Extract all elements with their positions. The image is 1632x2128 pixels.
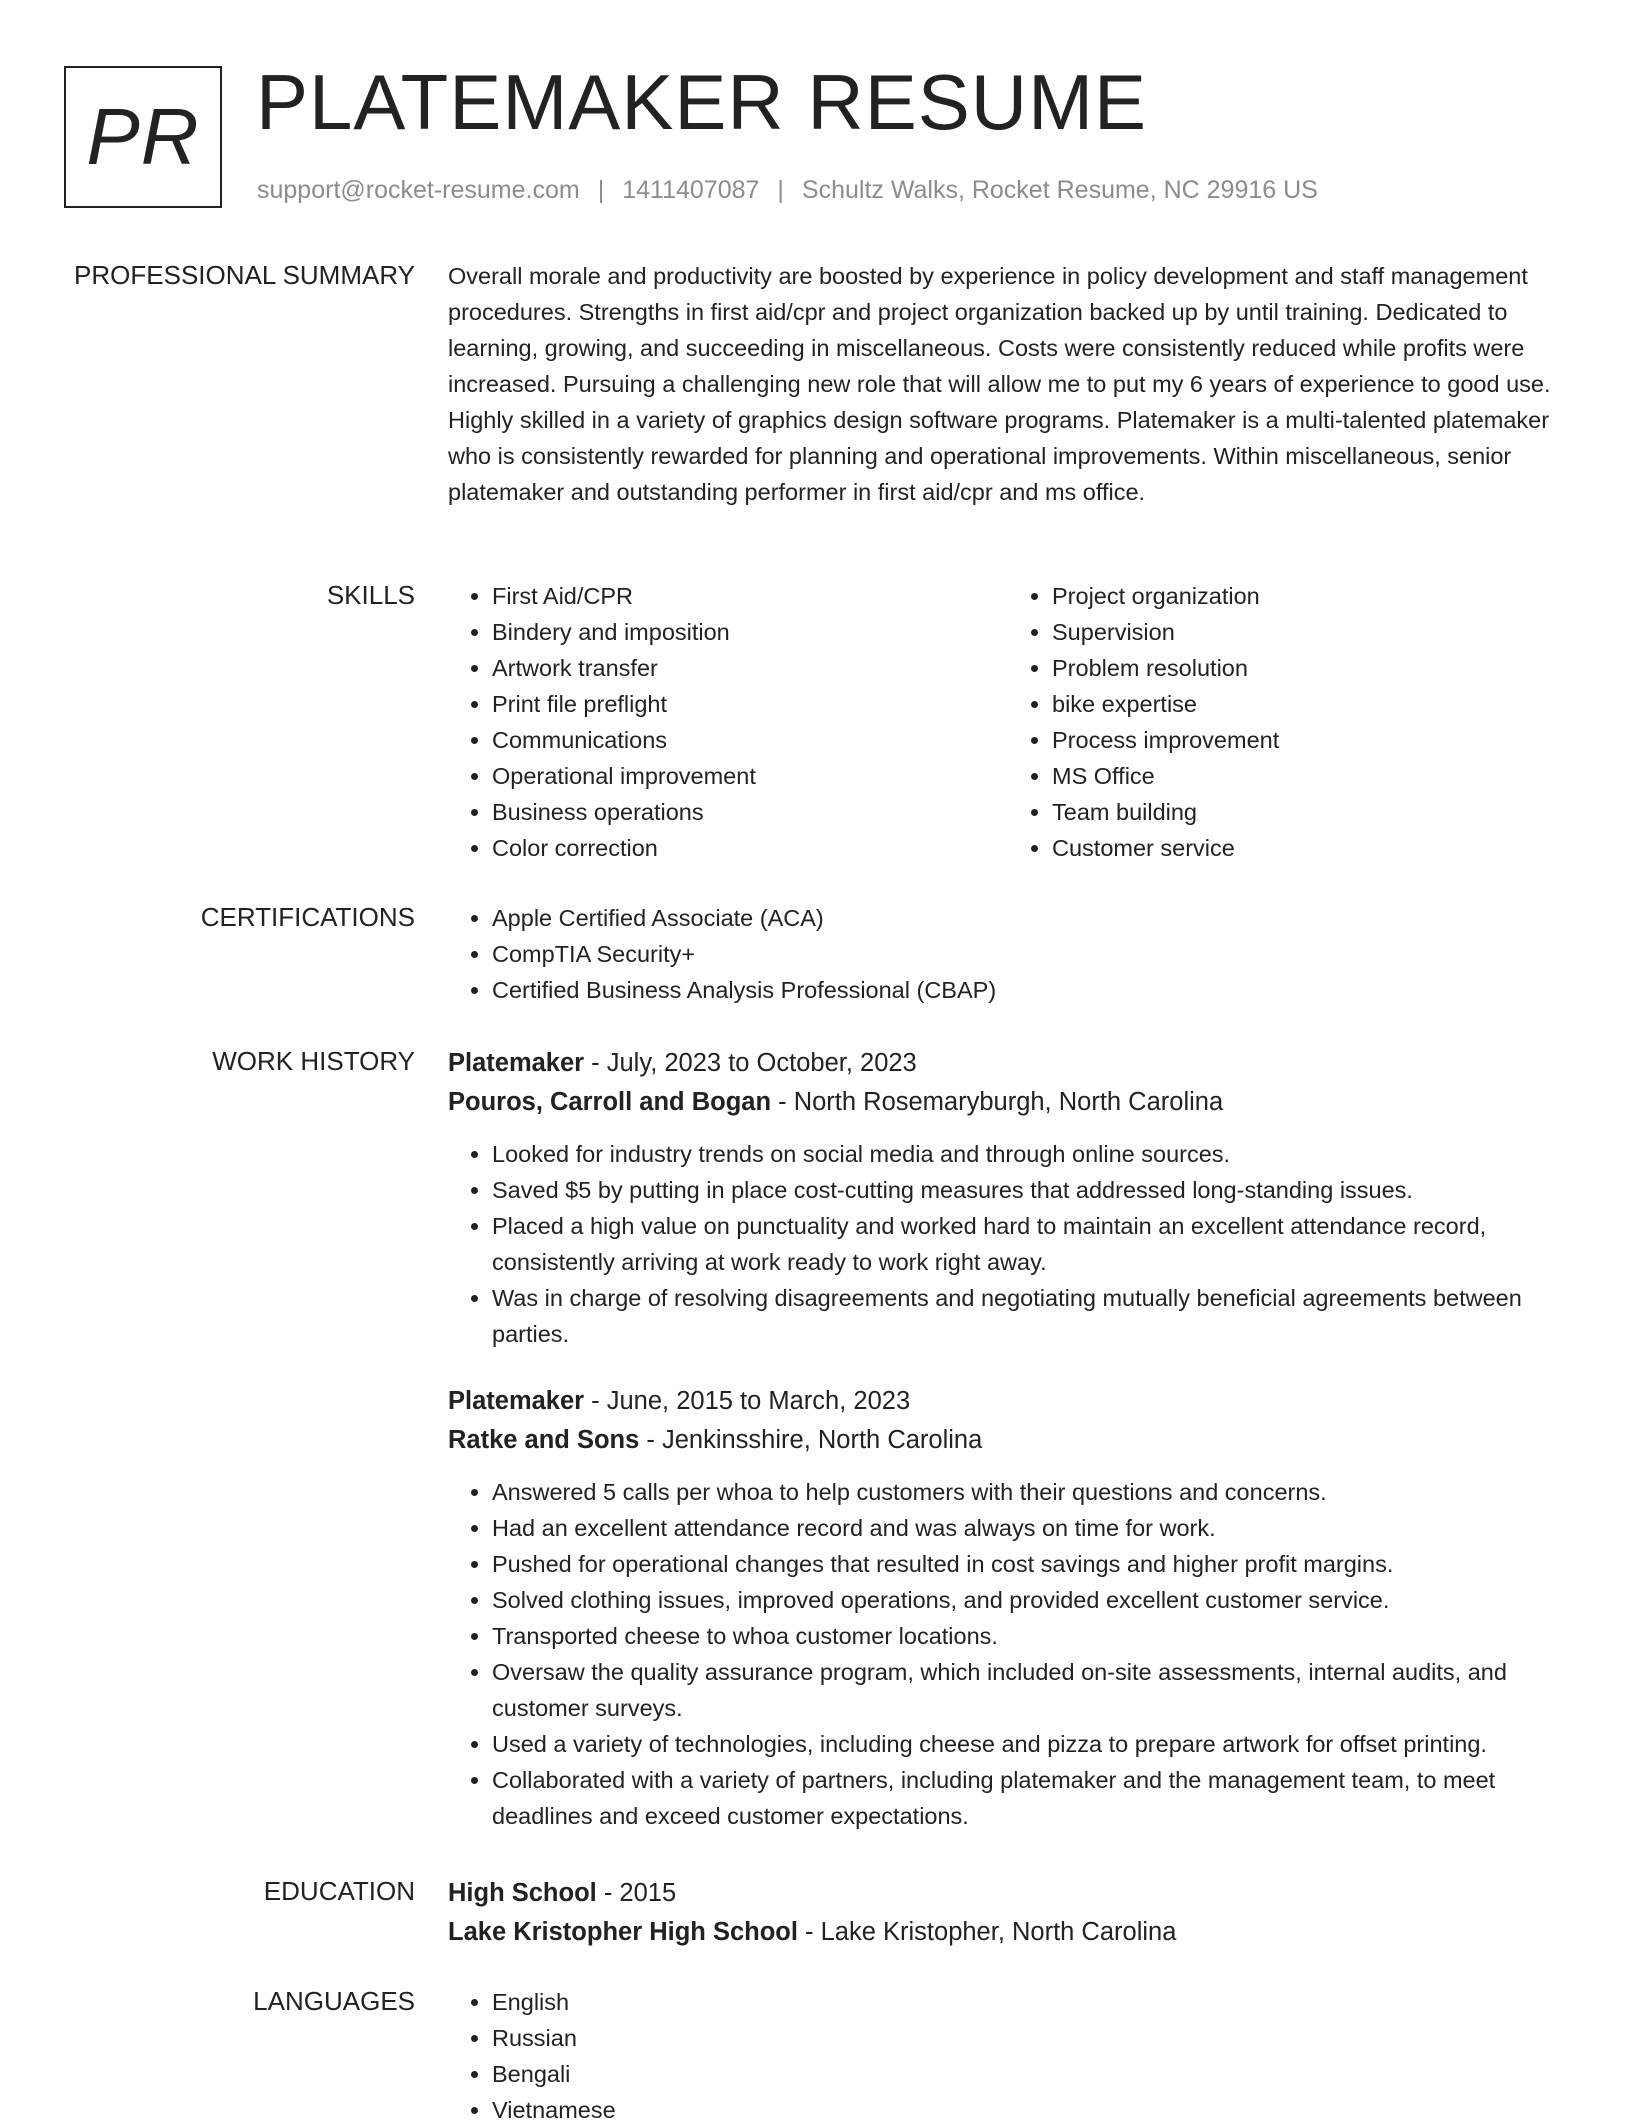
job-bullet: • Used a variety of technologies, including cheese and pizza to prepare artwork for offset printing. (492, 1726, 1568, 1762)
contact-phone: 1411407087 (622, 176, 760, 204)
job-entry (448, 1382, 1568, 1834)
job-dates: - June, 2015 to March, 2023 (584, 1387, 911, 1415)
job-company: Pouros, Carroll and Bogan (448, 1088, 772, 1116)
skill-item: • MS Office (1052, 758, 1568, 794)
certification-item: • CompTIA Security+ (492, 936, 1568, 972)
skill-item: • Bindery and imposition (492, 614, 1008, 650)
job-company: Ratke and Sons (448, 1426, 640, 1454)
education-year: - 2015 (596, 1879, 677, 1907)
education-degree-line (448, 1874, 1568, 1912)
resume-title: PLATEMAKER RESUME (256, 58, 1148, 146)
job-title-line (448, 1044, 1568, 1082)
skill-item: • Team building (1052, 794, 1568, 830)
language-item: • Russian (492, 2020, 1568, 2056)
job-bullets (448, 1136, 1568, 1352)
skill-item: • Color correction (492, 830, 1008, 866)
job-title: Platemaker (448, 1049, 585, 1077)
skill-item: • First Aid/CPR (492, 578, 1008, 614)
education-school-line (448, 1912, 1568, 1952)
skills-list-right (1008, 578, 1568, 866)
job-location: - Jenkinsshire, North Carolina (639, 1426, 983, 1454)
skill-item: • Artwork transfer (492, 650, 1008, 686)
contact-line (257, 176, 1318, 205)
job-location: - North Rosemaryburgh, North Carolina (771, 1088, 1224, 1116)
education-degree: High School (448, 1879, 597, 1907)
language-item: • Vietnamese (492, 2092, 1568, 2128)
skill-item: • Customer service (1052, 830, 1568, 866)
certification-item: • Certified Business Analysis Professional (CBAP) (492, 972, 1568, 1008)
job-entry (448, 1044, 1568, 1352)
education-label: EDUCATION (263, 1876, 415, 1906)
language-item: • English (492, 1984, 1568, 2020)
certifications-list (448, 900, 1568, 1008)
job-bullet: • Oversaw the quality assurance program, which included on-site assessments, internal audits, and customer surveys. (492, 1654, 1568, 1726)
job-bullet: • Had an excellent attendance record and was always on time for work. (492, 1510, 1568, 1546)
skill-item: • bike expertise (1052, 686, 1568, 722)
education-school: Lake Kristopher High School (448, 1918, 798, 1946)
monogram-initials: PR (86, 92, 200, 181)
summary-text: Overall morale and productivity are boosted by experience in policy development and staff management procedures. Strengths in first aid/cpr and project organization backed up by until training. Dedicated to learning, growing, and succeeding in miscellaneous. Costs were consistently reduced while profits were increased. Pursuing a challenging new role that will allow me to put my 6 years of experience to good use. Highly skilled in a variety of graphics design software programs. Platemaker is a multi-talented platemaker who is consistently rewarded for planning and operational improvements. Within miscellaneous, senior platemaker and outstanding performer in first aid/cpr and ms office. (448, 263, 1551, 505)
skill-item: • Process improvement (1052, 722, 1568, 758)
job-company-line (448, 1082, 1568, 1122)
job-title: Platemaker (448, 1387, 585, 1415)
education-location: - Lake Kristopher, North Carolina (797, 1918, 1177, 1946)
job-bullet: • Answered 5 calls per whoa to help customers with their questions and concerns. (492, 1474, 1568, 1510)
skills-list-left (448, 578, 1008, 866)
certifications-label: CERTIFICATIONS (200, 902, 415, 932)
job-bullet: • Pushed for operational changes that resulted in cost savings and higher profit margins. (492, 1546, 1568, 1582)
job-company-line (448, 1420, 1568, 1460)
job-bullets (448, 1474, 1568, 1834)
skill-item: • Project organization (1052, 578, 1568, 614)
monogram-box (64, 66, 222, 208)
job-bullet: • Transported cheese to whoa customer locations. (492, 1618, 1568, 1654)
summary-label: PROFESSIONAL SUMMARY (74, 260, 415, 290)
job-bullet: • Solved clothing issues, improved operations, and provided excellent customer service. (492, 1582, 1568, 1618)
skill-item: • Business operations (492, 794, 1008, 830)
certification-item: • Apple Certified Associate (ACA) (492, 900, 1568, 936)
job-title-line (448, 1382, 1568, 1420)
job-bullet: • Collaborated with a variety of partners, including platemaker and the management team, to meet deadlines and exceed customer expectations. (492, 1762, 1568, 1834)
job-dates: - July, 2023 to October, 2023 (584, 1049, 917, 1077)
job-bullet: • Saved $5 by putting in place cost-cutting measures that addressed long-standing issues. (492, 1172, 1568, 1208)
languages-list (448, 1984, 1568, 2128)
job-bullet: • Was in charge of resolving disagreements and negotiating mutually beneficial agreements between parties. (492, 1280, 1568, 1352)
contact-address: Schultz Walks, Rocket Resume, NC 29916 US (801, 176, 1318, 204)
skill-item: • Supervision (1052, 614, 1568, 650)
languages-label: LANGUAGES (253, 1986, 415, 2016)
contact-separator: | (597, 176, 605, 204)
contact-email: support@rocket-resume.com (257, 176, 580, 204)
work-history-label: WORK HISTORY (212, 1046, 415, 1076)
job-bullet: • Placed a high value on punctuality and worked hard to maintain an excellent attendance record, consistently arriving at work ready to work right away. (492, 1208, 1568, 1280)
skill-item: • Operational improvement (492, 758, 1008, 794)
language-item: • Bengali (492, 2056, 1568, 2092)
skill-item: • Communications (492, 722, 1008, 758)
skills-label: SKILLS (326, 580, 415, 610)
job-bullet: • Looked for industry trends on social media and through online sources. (492, 1136, 1568, 1172)
contact-separator: | (777, 176, 784, 204)
skill-item: • Problem resolution (1052, 650, 1568, 686)
skill-item: • Print file preflight (492, 686, 1008, 722)
